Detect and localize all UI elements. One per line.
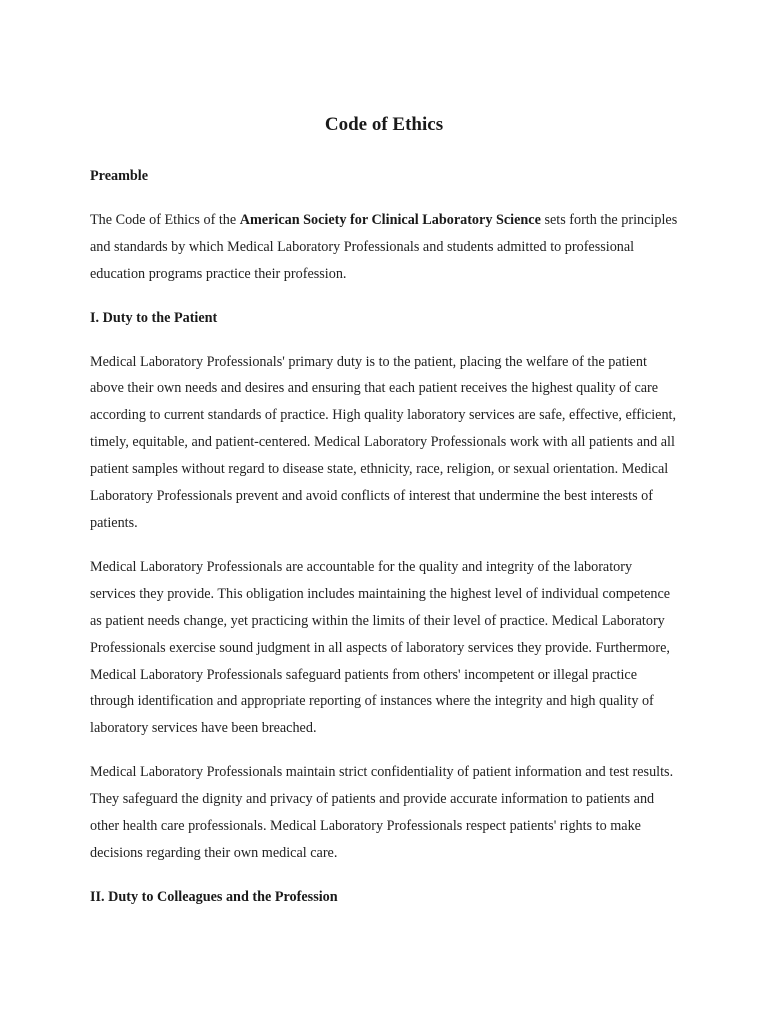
section-2-heading: II. Duty to Colleagues and the Profession [90,888,338,905]
section-1-paragraph-3: Medical Laboratory Professionals maintain strict confidentiality of patient information and test results. They safeguard the dignity and privacy of patients and provide accurate information to patients and other health care professionals. Medical Laboratory Professionals respect patients' rights to make decisions regarding their own medical care. [90,764,674,861]
organization-name: American Society for Clinical Laboratory Science [239,211,541,228]
preamble-heading: Preamble [90,168,149,184]
preamble-intro-before: The Code of Ethics of the [90,211,240,228]
preamble-paragraph [90,207,680,288]
document-body [90,163,680,928]
section-1-paragraph-2: Medical Laboratory Professionals are accountable for the quality and integrity of the laboratory services they provide. This obligation includes maintaining the highest level of individual competence as patient needs change, yet practicing within the limits of their level of practice. Medical Laboratory Professionals exercise sound judgment in all aspects of laboratory services they provide. Furthermore, Medical Laboratory Professionals safeguard patients from others' incompetent or illegal practice through identification and appropriate reporting of instances where the integrity and high quality of laboratory services have been breached. [90,558,671,737]
section-1-paragraph-1: Medical Laboratory Professionals' primary duty is to the patient, placing the welfare of the patient above their own needs and desires and ensuring that each patient receives the highest quality of care according to current standards of practice. High quality laboratory services are safe, effective, efficient, timely, equitable, and patient-centered. Medical Laboratory Professionals work with all patients and all patient samples without regard to disease state, ethnicity, race, religion, or sexual orientation. Medical Laboratory Professionals prevent and avoid conflicts of interest that undermine the best interests of patients. [90,353,677,531]
document-title: Code of Ethics [324,114,444,135]
section-1-heading: I. Duty to the Patient [90,309,218,326]
preamble-intro-after: sets forth the principles and standards by which Medical Laboratory Professionals and students admitted to professional education programs practice their profession. [90,211,678,282]
